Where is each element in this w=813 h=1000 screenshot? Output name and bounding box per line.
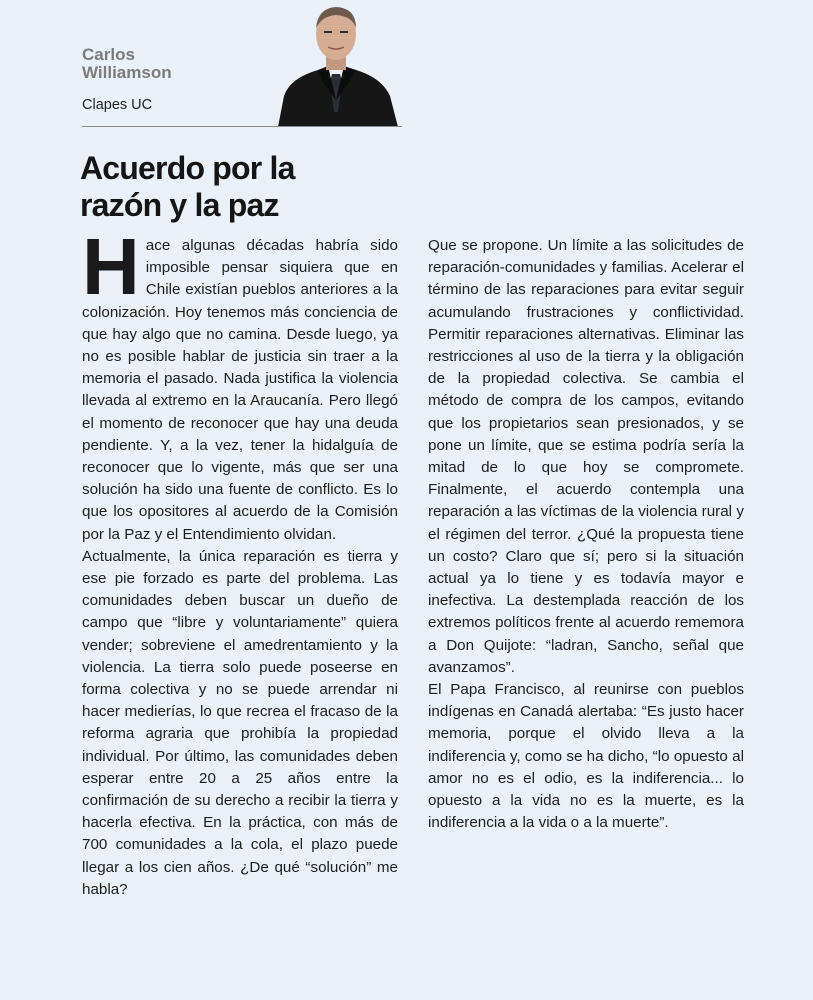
paragraph: Que se propone. Un límite a las solicitudes de reparación-comunidades y familias. Acelerar el término de las reparaciones para evitar seguir acumulando frustraciones y conflictividad. Permitir reparaciones alternativas. Eliminar las restricciones al uso de la tierra y la obligación de la propiedad colectiva. Se cambia el método de compra de los campos, evitando que los propietarios sean presionados, y se pone un límite, que se estima podría sería la mitad de lo que hoy se compromete. Finalmente, el acuerdo contempla una reparación a las víctimas de la violencia rural y el régimen del terror. ¿Qué la propuesta tiene un costo? Claro que sí; pero si la situación actual ya lo tiene y es todavía mayor e inefectiva. La destemplada reacción de los extremos políticos frente al acuerdo rememora a Don Quijote: “ladran, Sancho, señal que avanzamos”.	[428, 237, 744, 676]
byline	[82, 46, 172, 113]
headline: Acuerdo por la razón y la paz	[80, 150, 295, 223]
article-column-1	[82, 222, 398, 901]
article-column-2	[428, 235, 744, 834]
paragraph	[82, 222, 398, 546]
byline-divider	[82, 126, 402, 127]
paragraph: El Papa Francisco, al reunirse con pueblos indígenas en Canadá alertaba: “Es justo hacer memoria, porque el olvido lleva a la indiferencia y, como se ha dicho, “lo opuesto al amor no es el odio, es la indiferencia... lo opuesto a la vida no es la muerte, es la indiferencia a la vida o a la muerte”.	[428, 681, 744, 832]
author-name: Carlos Williamson	[82, 45, 172, 82]
paragraph: Actualmente, la única reparación es tierra y ese pie forzado es parte del problema. Las comunidades deben buscar un dueño de campo que “libre y voluntariamente” quiera vender; sobreviene el amedrentamiento y la violencia. La tierra solo puede poseerse en forma colectiva y no se puede arrendar ni hacer medierías, lo que recrea el fracaso de la reforma agraria que prohibía la propiedad individual. Por último, las comunidades deben esperar entre 20 a 25 años entre la confirmación de su derecho a recibir la tierra y hacerla efectiva. En la práctica, con más de 700 comunidades a la cola, el plazo puede llegar a los cien años. ¿De qué “solución” me habla?	[82, 547, 398, 898]
author-photo	[270, 0, 402, 127]
author-affiliation: Clapes UC	[82, 97, 153, 113]
paragraph-text: ace algunas décadas habría sido imposible pensar siquiera que en Chile existían pueblos anteriores a la colonización. Hoy tenemos más conciencia de que hay algo que no camina. Desde luego, ya no es posible hablar de justicia sin traer a la memoria el pasado. Nada justifica la violencia llevada al extremo en la Araucanía. Pero llegó el momento de reconocer que hay una deuda pendiente. Y, a la vez, tener la hidalguía de reconocer que lo vigente, más que ser una solución ha sido una fuente de conflicto. Es lo que los opositores al acuerdo de la Comisión por la Paz y el Entendimiento olvidan.	[82, 237, 398, 543]
drop-cap: H	[82, 222, 140, 311]
